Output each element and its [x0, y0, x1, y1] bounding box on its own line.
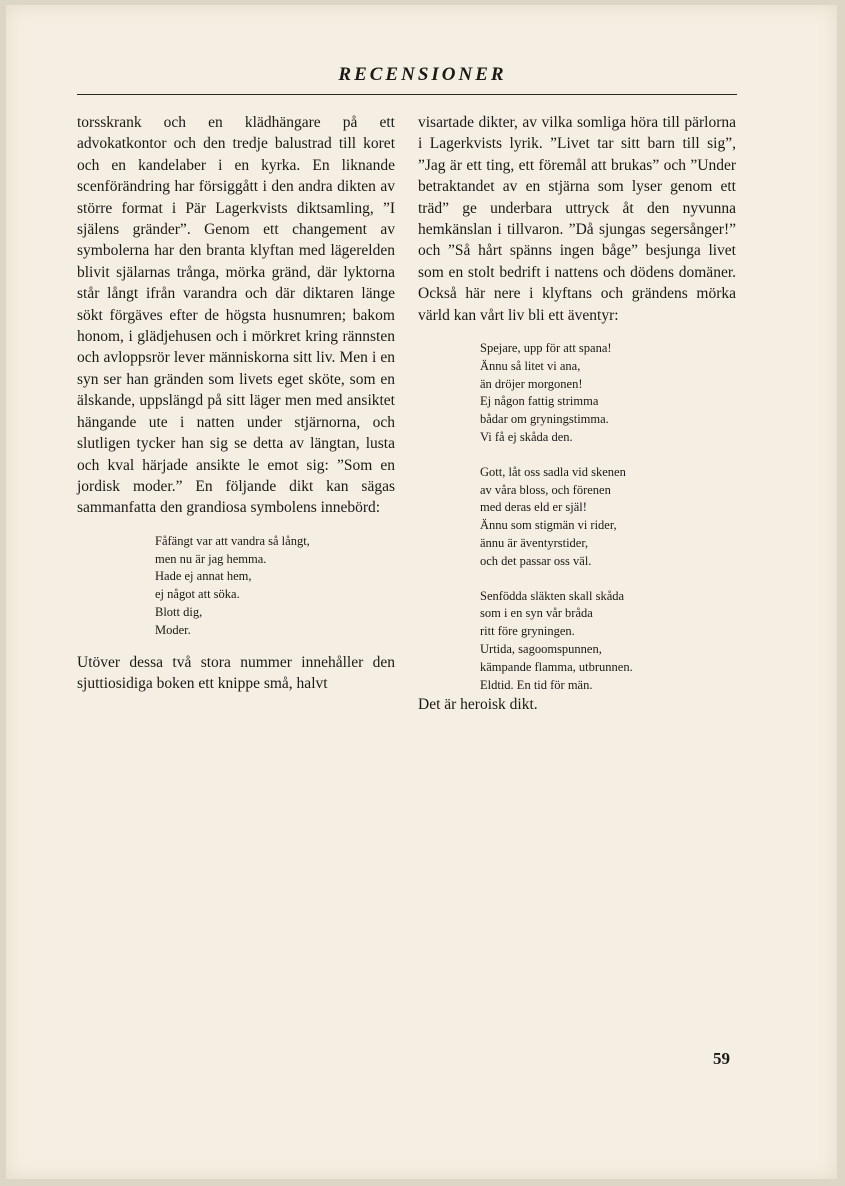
poem-line: men nu är jag hemma. — [155, 551, 267, 566]
poem-line: Blott dig, — [155, 604, 203, 619]
poem-line: Ännu så litet vi ana, — [480, 358, 581, 373]
poem-line: Moder. — [155, 622, 191, 637]
header-rule — [77, 94, 737, 95]
poem-line: bådar om gryningstimma. — [480, 412, 609, 427]
poem-line: ritt före gryningen. — [480, 624, 575, 639]
poem-line: Ej någon fattig strimma — [480, 394, 599, 409]
left-paragraph-2: Utöver dessa två stora nummer innehåller den sjuttiosidiga boken ett knippe små, halvt — [77, 653, 395, 692]
closing-line: Det är heroisk dikt. — [418, 696, 538, 714]
poem-line: Hade ej annat hem, — [155, 569, 252, 584]
poem-line: Senfödda släkten skall skåda — [480, 588, 625, 603]
poem-line: Fåfängt var att vandra så långt, — [155, 533, 310, 548]
poem-stanza-1 — [480, 340, 736, 447]
right-paragraph-1: visartade dikter, av vilka somliga höra till pärlorna i Lagerkvists lyrik. ”Livet tar sitt barn till sig”, ”Jag är ett ting, ett föremål att brukas” och ”Under betraktandet av en stjärna som lyser genom ett träd” ge underbara uttryck åt den nyvunna hemkänslan i tillvaron. ”Då sjungas segersånger!” och ”Så hårt spänns ingen båge” besjunga livet som en stolt bedrift i nattens och dödens domäner. Också här nere i klyftans och grändens mörka värld kan vårt liv bli ett äventyr: — [418, 114, 736, 324]
poem-line: och det passar oss väl. — [480, 553, 592, 568]
poem-line: ännu är äventyrstider, — [480, 536, 589, 551]
poem-line: Urtida, sagoomspunnen, — [480, 642, 602, 657]
poem-line: Vi få ej skåda den. — [480, 430, 573, 445]
poem-stanza-3 — [480, 588, 736, 695]
poem-line: Eldtid. En tid för män. — [480, 677, 593, 692]
poem-line: Ännu som stigmän vi rider, — [480, 518, 617, 533]
poem-line: Spejare, upp för att spana! — [480, 341, 612, 356]
poem-line: som i en syn vår bråda — [480, 606, 593, 621]
poem-line: Gott, låt oss sadla vid skenen — [480, 464, 626, 479]
poem-line: ej något att söka. — [155, 587, 240, 602]
poem-line: av våra bloss, och förenen — [480, 482, 611, 497]
left-poem — [155, 533, 395, 640]
left-paragraph-1: torsskrank och en klädhängare på ett advokatkontor och den tredje balustrad till koret och en kandelaber i en kyrka. En liknande scenförändring har försiggått i den andra dikten av större format i Pär Lagerkvists diktsamling, ”I själens gränder”. Genom ett changement av symbolerna har den branta klyftan med lägerelden blivit själarnas trånga, mörka gränd, där lyktorna står långt ifrån varandra och där diktaren länge sökt förgäves efter de högsta husnumren; bakom honom, i glädjehusen och i mörkret kring rännsten och avloppsrör lever människorna sitt liv. Men i en syn ser han gränden som livets eget sköte, som en älskande, uppslängd på sitt läger men med ansiktet hängande ute i natten under stjärnorna, och slutligen tycker han sig se detta av längtan, lusta och kval härjade ansikte le emot sig: ”Som en jordisk moder.” En följande dikt kan sägas sammanfatta den grandiosa symbolens innebörd: — [77, 114, 395, 517]
poem-line: med deras eld er själ! — [480, 500, 587, 515]
running-header: RECENSIONER — [338, 64, 507, 85]
poem-line: kämpande flamma, utbrunnen. — [480, 659, 633, 674]
page-number: 59 — [713, 1049, 730, 1068]
poem-stanza-2 — [480, 464, 736, 571]
left-column — [77, 112, 395, 694]
poem-line: än dröjer morgonen! — [480, 376, 583, 391]
right-column — [418, 112, 736, 716]
